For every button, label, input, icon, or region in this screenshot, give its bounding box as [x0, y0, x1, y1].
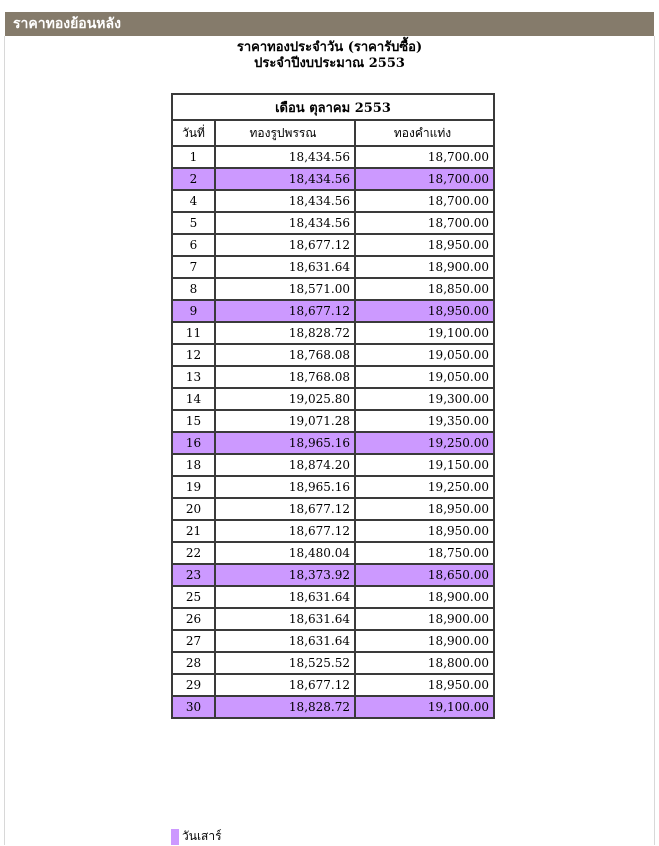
table-row: [172, 630, 494, 652]
table-row: [172, 212, 494, 234]
column-header-ornament: ทองรูปพรรณ: [215, 120, 355, 146]
cell-bar-price: 19,100.00: [355, 322, 494, 344]
cell-bar-price: 19,150.00: [355, 454, 494, 476]
cell-day: 8: [172, 278, 215, 300]
table-row: [172, 674, 494, 696]
cell-day: 21: [172, 520, 215, 542]
cell-ornament-price: 18,373.92: [215, 564, 355, 586]
cell-ornament-price: 18,631.64: [215, 586, 355, 608]
cell-ornament-price: 18,631.64: [215, 608, 355, 630]
cell-ornament-price: 18,828.72: [215, 322, 355, 344]
cell-bar-price: 18,900.00: [355, 630, 494, 652]
cell-ornament-price: 18,965.16: [215, 476, 355, 498]
table-row: [172, 586, 494, 608]
table-row: [172, 256, 494, 278]
cell-bar-price: 18,950.00: [355, 300, 494, 322]
cell-ornament-price: 18,525.52: [215, 652, 355, 674]
frame-right-border: [654, 36, 655, 845]
cell-day: 16: [172, 432, 215, 454]
table-row: [172, 388, 494, 410]
page-title: [5, 40, 654, 72]
cell-day: 25: [172, 586, 215, 608]
table-row: [172, 366, 494, 388]
cell-bar-price: 18,850.00: [355, 278, 494, 300]
cell-day: 30: [172, 696, 215, 718]
cell-ornament-price: 18,874.20: [215, 454, 355, 476]
table-row: [172, 696, 494, 718]
table-row: [172, 542, 494, 564]
cell-bar-price: 19,100.00: [355, 696, 494, 718]
table-row: [172, 190, 494, 212]
cell-ornament-price: 18,677.12: [215, 300, 355, 322]
cell-ornament-price: 18,434.56: [215, 168, 355, 190]
legend-swatch: [171, 829, 179, 845]
cell-day: 13: [172, 366, 215, 388]
cell-bar-price: 19,250.00: [355, 476, 494, 498]
cell-day: 26: [172, 608, 215, 630]
cell-day: 9: [172, 300, 215, 322]
cell-bar-price: 18,700.00: [355, 212, 494, 234]
cell-ornament-price: 18,434.56: [215, 190, 355, 212]
cell-bar-price: 19,250.00: [355, 432, 494, 454]
cell-ornament-price: 18,677.12: [215, 498, 355, 520]
legend-label: วันเสาร์: [182, 829, 222, 843]
cell-ornament-price: 18,631.64: [215, 630, 355, 652]
cell-day: 29: [172, 674, 215, 696]
cell-bar-price: 18,900.00: [355, 586, 494, 608]
table-row: [172, 520, 494, 542]
cell-bar-price: 18,950.00: [355, 234, 494, 256]
cell-bar-price: 19,050.00: [355, 366, 494, 388]
table-row: [172, 344, 494, 366]
cell-day: 12: [172, 344, 215, 366]
cell-bar-price: 18,950.00: [355, 498, 494, 520]
cell-day: 23: [172, 564, 215, 586]
cell-ornament-price: 18,965.16: [215, 432, 355, 454]
cell-bar-price: 18,950.00: [355, 674, 494, 696]
cell-ornament-price: 18,571.00: [215, 278, 355, 300]
cell-bar-price: 18,700.00: [355, 168, 494, 190]
cell-ornament-price: 18,677.12: [215, 234, 355, 256]
cell-ornament-price: 18,480.04: [215, 542, 355, 564]
cell-ornament-price: 18,631.64: [215, 256, 355, 278]
cell-day: 11: [172, 322, 215, 344]
month-title: เดือน ตุลาคม 2553: [172, 94, 494, 120]
frame-left-border: [4, 36, 5, 845]
cell-bar-price: 19,350.00: [355, 410, 494, 432]
column-header-day: วันที่: [172, 120, 215, 146]
table-row: [172, 476, 494, 498]
page-title-line1: ราคาทองประจำวัน (ราคารับซื้อ): [236, 40, 423, 55]
cell-day: 20: [172, 498, 215, 520]
table-row: [172, 234, 494, 256]
cell-day: 14: [172, 388, 215, 410]
table-row: [172, 410, 494, 432]
cell-ornament-price: 18,828.72: [215, 696, 355, 718]
cell-day: 5: [172, 212, 215, 234]
cell-ornament-price: 18,768.08: [215, 344, 355, 366]
cell-ornament-price: 19,071.28: [215, 410, 355, 432]
cell-bar-price: 19,050.00: [355, 344, 494, 366]
column-header-bar: ทองคำแท่ง: [355, 120, 494, 146]
cell-day: 22: [172, 542, 215, 564]
cell-ornament-price: 18,677.12: [215, 520, 355, 542]
table-row: [172, 608, 494, 630]
cell-ornament-price: 19,025.80: [215, 388, 355, 410]
cell-ornament-price: 18,434.56: [215, 212, 355, 234]
cell-bar-price: 18,800.00: [355, 652, 494, 674]
cell-day: 27: [172, 630, 215, 652]
cell-day: 28: [172, 652, 215, 674]
table-row: [172, 146, 494, 168]
table-row: [172, 432, 494, 454]
cell-day: 18: [172, 454, 215, 476]
price-rows: [172, 146, 494, 718]
table-row: [172, 278, 494, 300]
table-row: [172, 564, 494, 586]
cell-bar-price: 18,900.00: [355, 608, 494, 630]
cell-day: 15: [172, 410, 215, 432]
cell-bar-price: 18,950.00: [355, 520, 494, 542]
table-row: [172, 454, 494, 476]
cell-day: 19: [172, 476, 215, 498]
page-title-line2: ประจำปีงบประมาณ 2553: [254, 56, 405, 71]
cell-bar-price: 18,650.00: [355, 564, 494, 586]
cell-ornament-price: 18,768.08: [215, 366, 355, 388]
cell-bar-price: 18,750.00: [355, 542, 494, 564]
table-row: [172, 652, 494, 674]
table-row: [172, 322, 494, 344]
table-row: [172, 168, 494, 190]
cell-bar-price: 18,900.00: [355, 256, 494, 278]
section-header: ราคาทองย้อนหลัง: [5, 12, 654, 36]
table-row: [172, 498, 494, 520]
cell-day: 1: [172, 146, 215, 168]
cell-ornament-price: 18,434.56: [215, 146, 355, 168]
cell-bar-price: 18,700.00: [355, 190, 494, 212]
cell-day: 6: [172, 234, 215, 256]
cell-bar-price: 18,700.00: [355, 146, 494, 168]
cell-ornament-price: 18,677.12: [215, 674, 355, 696]
cell-day: 4: [172, 190, 215, 212]
cell-day: 7: [172, 256, 215, 278]
cell-day: 2: [172, 168, 215, 190]
table-row: [172, 300, 494, 322]
legend: [171, 827, 222, 846]
gold-price-table: [171, 93, 495, 719]
cell-bar-price: 19,300.00: [355, 388, 494, 410]
